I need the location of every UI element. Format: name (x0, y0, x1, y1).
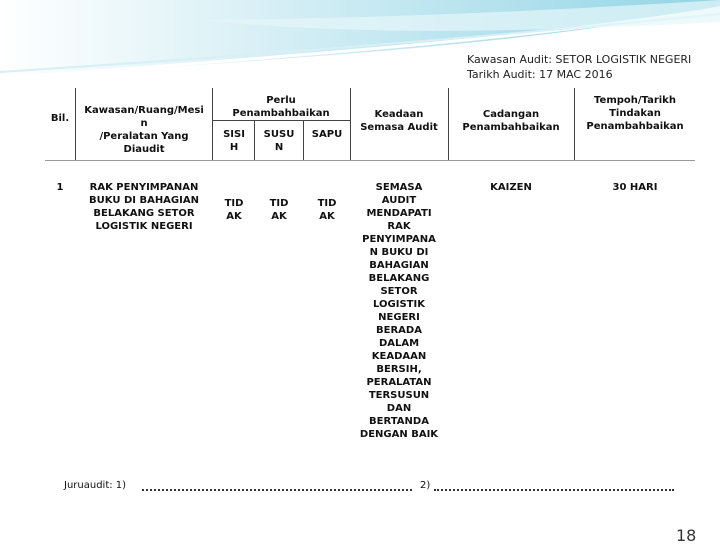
row-sapu: TID AK (317, 198, 337, 222)
page-number: 18 (676, 526, 697, 545)
tarikh-audit-text: Tarikh Audit: 17 MAC 2016 (467, 68, 613, 81)
grid-h-perlu (212, 120, 350, 121)
header-perlu-penambahbaikan: Perlu Penambahbaikan (232, 95, 330, 119)
grid-v-7 (574, 88, 575, 160)
header-keadaan-semasa: Keadaan Semasa Audit (360, 109, 438, 133)
header-kawasan: Kawasan/Ruang/Mesi n /Peralatan Yang Diaudit (84, 105, 204, 155)
grid-v-5 (350, 88, 351, 160)
header-sisih: SISI H (223, 129, 245, 153)
row-keadaan-semasa: SEMASA AUDIT MENDAPATI RAK PENYIMPANA N BUKU DI BAHAGIAN BELAKANG SETOR LOGISTIK NEGERI BERADA DALAM KEADAAN BERSIH, PERALATAN TERSUSUN DAN BERTANDA DENGAN BAIK (359, 182, 439, 440)
row-sisih: TID AK (224, 198, 244, 222)
header-susun: SUSU N (263, 129, 295, 153)
row-kawasan: RAK PENYIMPANAN BUKU DI BAHAGIAN BELAKANG SETOR LOGISTIK NEGERI (89, 182, 199, 232)
row-cadangan: KAIZEN (490, 182, 532, 193)
juruaudit-2-label: 2) (420, 480, 431, 491)
kawasan-audit-text: Kawasan Audit: SETOR LOGISTIK NEGERI (467, 53, 692, 66)
juruaudit-2-signature-line (434, 489, 674, 491)
row-bil: 1 (56, 182, 64, 193)
grid-v-4 (303, 120, 304, 160)
header-sapu: SAPU (311, 129, 343, 140)
grid-v-6 (448, 88, 449, 160)
juruaudit-1-label: Juruaudit: 1) (64, 480, 127, 491)
row-tempoh: 30 HARI (612, 182, 658, 193)
grid-h-header-bottom (45, 160, 695, 161)
header-bil: Bil. (50, 113, 70, 124)
grid-v-3 (254, 120, 255, 160)
header-tempoh: Tempoh/Tarikh Tindakan Penambahbaikan (586, 95, 684, 132)
row-susun: TID AK (269, 198, 289, 222)
grid-v-2 (212, 88, 213, 160)
juruaudit-1-signature-line (142, 489, 412, 491)
header-cadangan: Cadangan Penambahbaikan (462, 109, 560, 133)
grid-v-1 (75, 88, 76, 160)
audit-header (467, 52, 691, 82)
